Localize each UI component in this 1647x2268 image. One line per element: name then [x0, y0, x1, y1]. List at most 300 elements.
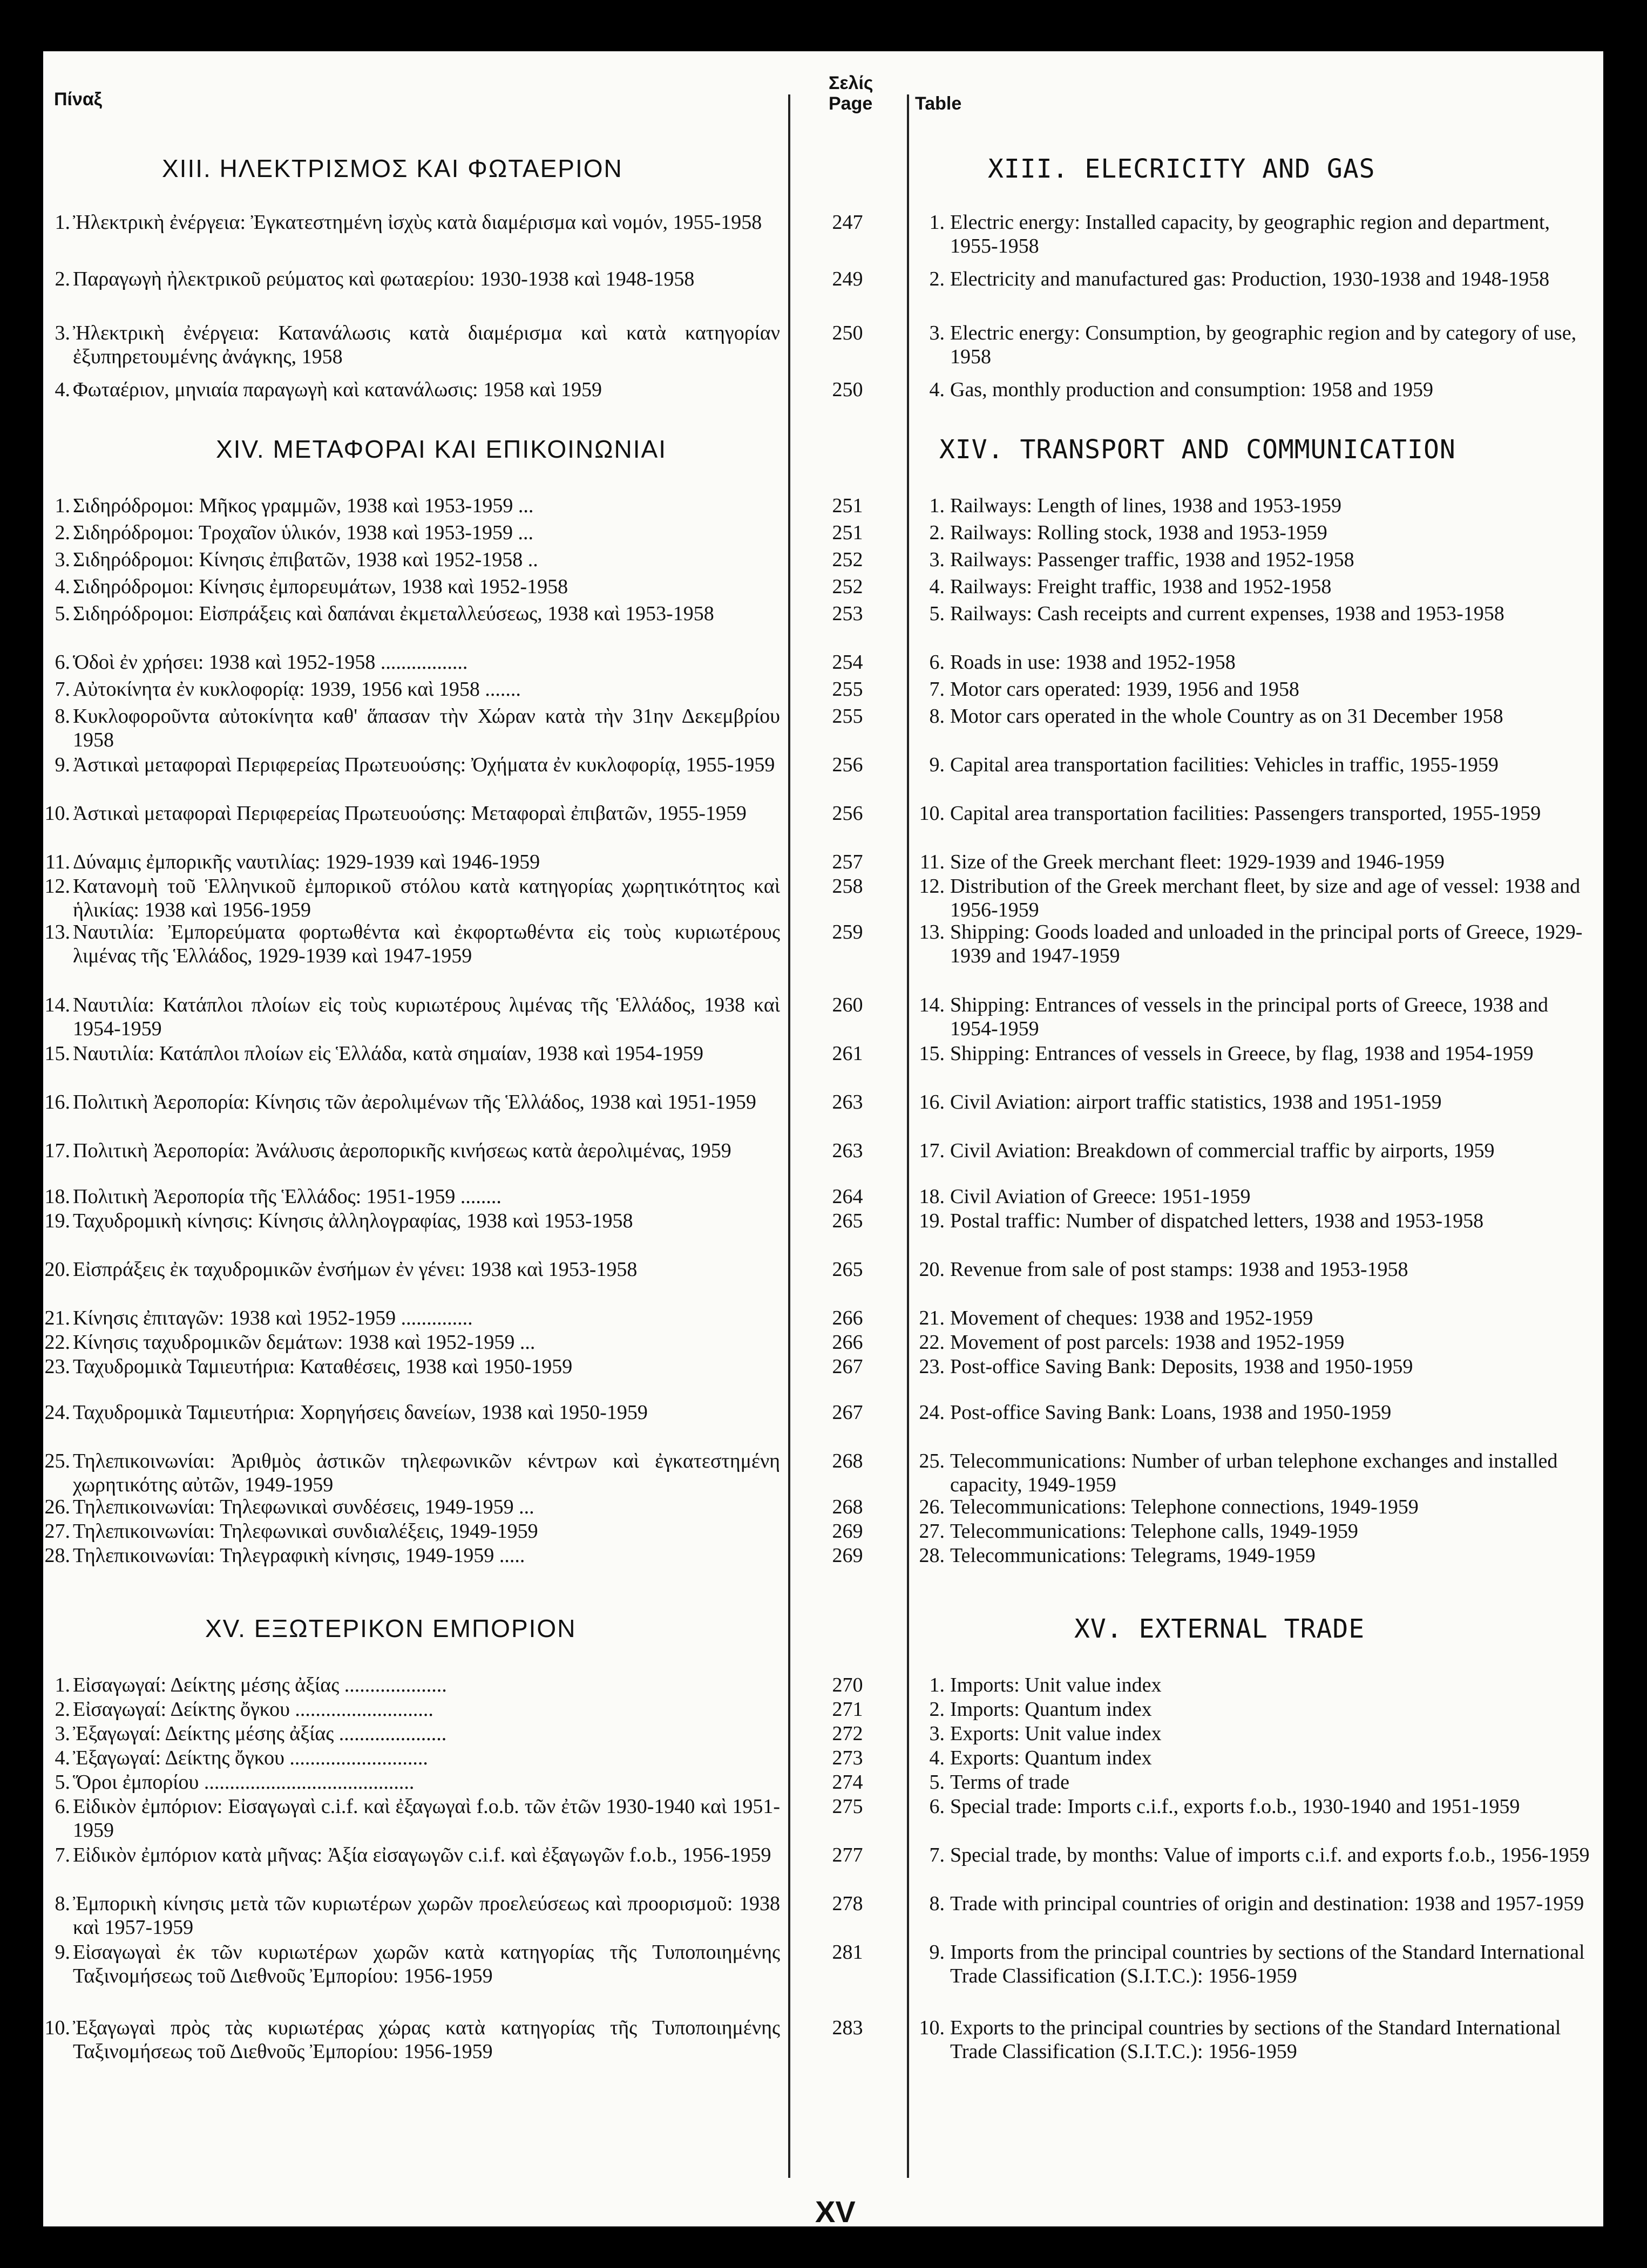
entry-number: 23. [44, 1355, 70, 1378]
entry-number: 20. [44, 1258, 70, 1281]
page-number[interactable]: 250 [832, 322, 863, 344]
entry-number: 10. [919, 802, 945, 825]
page-number[interactable]: 251 [832, 521, 863, 544]
entry-number: 3. [929, 1722, 945, 1745]
page-number[interactable]: 274 [832, 1771, 863, 1794]
toc-entry-english[interactable] [919, 1544, 1598, 1567]
entry-number: 2. [929, 521, 945, 544]
toc-entry-greek[interactable] [55, 378, 780, 402]
toc-entry-greek[interactable] [55, 321, 780, 369]
toc-entry-greek[interactable] [44, 802, 780, 825]
entry-number: 11. [45, 851, 70, 873]
entry-number: 5. [929, 1771, 945, 1794]
entry-number: 19. [44, 1210, 70, 1232]
entry-title: Terms of trade [950, 1771, 1070, 1794]
section-title-greek: XV. ΕΞΩΤΕΡΙΚΟΝ ΕΜΠΟΡΙΟΝ [205, 1614, 577, 1642]
entry-title: Κατανομὴ τοῦ Ἑλληνικοῦ ἐμπορικοῦ στόλου κατὰ κατηγορίας χωρητικότητος καὶ ἡλικίας: 1938 καὶ 1956-1959 [73, 875, 780, 921]
entry-title: Exports: Unit value index [950, 1722, 1162, 1745]
toc-entry-english[interactable] [929, 602, 1598, 626]
entry-number: 4. [929, 575, 945, 598]
toc-entry-greek[interactable] [44, 1306, 780, 1330]
entry-title: Ναυτιλία: Κατάπλοι πλοίων εἰς τοὺς κυριωτέρους λιμένας τῆς Ἑλλάδος, 1938 καὶ 1954-1959 [73, 994, 780, 1040]
entry-title: Electric energy: Consumption, by geographic region and by category of use, 1958 [950, 322, 1577, 368]
toc-entry-english[interactable] [929, 1892, 1598, 1916]
entry-number: 8. [55, 705, 70, 728]
entry-number: 28. [44, 1544, 70, 1567]
page-number[interactable]: 249 [832, 268, 863, 290]
page-number[interactable]: 275 [832, 1795, 863, 1818]
greek-column [43, 51, 788, 2226]
entry-number: 5. [929, 602, 945, 625]
entry-number: 12. [44, 875, 70, 898]
entry-title: Shipping: Goods loaded and unloaded in the principal ports of Greece, 1929-1939 and 1947-1959 [950, 921, 1583, 967]
toc-entry-english[interactable] [919, 993, 1598, 1041]
toc-entry-english[interactable] [929, 521, 1598, 545]
entry-number: 25. [919, 1450, 945, 1472]
toc-entry-greek[interactable] [55, 650, 780, 674]
entry-title: Τηλεπικοινωνίαι: Τηλεφωνικαὶ συνδέσεις, 1949-1959 ... [73, 1496, 534, 1518]
toc-entry-english[interactable] [929, 494, 1598, 518]
entry-number: 6. [929, 1795, 945, 1818]
entry-title: Civil Aviation: Breakdown of commercial traffic by airports, 1959 [950, 1139, 1495, 1162]
toc-entry-greek[interactable] [55, 210, 780, 234]
toc-entry-english[interactable] [919, 1495, 1598, 1519]
page-number[interactable]: 255 [832, 678, 863, 701]
entry-number: 2. [55, 1698, 70, 1721]
page-number[interactable]: 283 [832, 2016, 863, 2039]
page-number[interactable]: 247 [832, 211, 863, 234]
entry-number: 19. [919, 1210, 945, 1232]
entry-number: 25. [44, 1450, 70, 1472]
entry-title: Πολιτικὴ Ἀεροπορία τῆς Ἑλλάδος: 1951-1959 ........ [73, 1185, 501, 1208]
toc-entry-english[interactable] [929, 753, 1598, 777]
toc-entry-greek[interactable] [45, 850, 780, 874]
entry-number: 4. [929, 1747, 945, 1769]
entry-number: 6. [55, 1795, 70, 1818]
entry-title: Ὅροι ἐμπορίου ......................................... [73, 1771, 415, 1794]
toc-entry-greek[interactable] [55, 1673, 780, 1697]
toc-entry-english[interactable] [929, 1940, 1598, 1988]
entry-number: 8. [929, 1892, 945, 1915]
entry-title: Εἰσαγωγαὶ ἐκ τῶν κυριωτέρων χωρῶν κατὰ κατηγορίας τῆς Τυποποιημένης Ταξινομήσεως τοῦ Διεθνοῦς Ἐμπορίου: 1956-1959 [73, 1941, 780, 1987]
entry-title: Σιδηρόδρομοι: Κίνησις ἐπιβατῶν, 1938 καὶ 1952-1958 .. [73, 548, 538, 571]
entry-title: Κίνησις ταχυδρομικῶν δεμάτων: 1938 καὶ 1952-1959 ... [73, 1331, 536, 1354]
page-number[interactable]: 258 [832, 875, 863, 898]
toc-entry-greek[interactable] [44, 1449, 780, 1497]
page-number[interactable]: 267 [832, 1355, 863, 1378]
page-number[interactable]: 256 [832, 802, 863, 825]
page-number[interactable]: 273 [832, 1747, 863, 1769]
toc-entry-english[interactable] [929, 548, 1598, 572]
toc-entry-english[interactable] [929, 1770, 1598, 1794]
toc-entry-greek[interactable] [44, 1544, 780, 1567]
section-title-english: XIV. TRANSPORT AND COMMUNICATION [939, 434, 1456, 465]
entry-title: Trade with principal countries of origin and destination: 1938 and 1957-1959 [950, 1892, 1584, 1915]
toc-entry-greek[interactable] [55, 521, 780, 545]
entry-title: Τηλεπικοινωνίαι: Τηλεφωνικαὶ συνδιαλέξεις, 1949-1959 [73, 1520, 538, 1543]
entry-number: 21. [919, 1307, 945, 1329]
toc-entry-greek[interactable] [55, 1940, 780, 1988]
toc-entry-greek[interactable] [55, 575, 780, 599]
entry-title: Movement of post parcels: 1938 and 1952-1959 [950, 1331, 1345, 1354]
entry-title: Imports from the principal countries by sections of the Standard International Trade Classification (S.I.T.C.): 1956-1959 [950, 1941, 1585, 1987]
page-number[interactable]: 250 [832, 378, 863, 401]
entry-number: 7. [929, 1844, 945, 1866]
entry-number: 24. [44, 1401, 70, 1424]
toc-entry-english[interactable] [919, 1139, 1598, 1163]
toc-entry-greek[interactable] [44, 1330, 780, 1354]
toc-entry-greek[interactable] [44, 1185, 780, 1208]
page-number[interactable]: 263 [832, 1091, 863, 1113]
entry-title: Σιδηρόδρομοι: Κίνησις ἐμπορευμάτων, 1938 καὶ 1952-1958 [73, 575, 568, 598]
entry-number: 8. [55, 1892, 70, 1915]
entry-title: Ἠλεκτρικὴ ἐνέργεια: Κατανάλωσις κατὰ διαμέρισμα καὶ κατὰ κατηγορίαν ἐξυπηρετουμένης ἀνάγκης, 1958 [73, 322, 780, 368]
column-divider-left [788, 94, 790, 2178]
document-page [43, 51, 1603, 2229]
entry-title: Postal traffic: Number of dispatched letters, 1938 and 1953-1958 [950, 1210, 1484, 1232]
toc-entry-english[interactable] [929, 650, 1598, 674]
entry-title: Δύναμις ἐμπορικῆς ναυτιλίας: 1929-1939 καὶ 1946-1959 [73, 851, 540, 873]
entry-number: 14. [44, 994, 70, 1016]
entry-title: Revenue from sale of post stamps: 1938 and 1953-1958 [950, 1258, 1408, 1281]
entry-number: 2. [929, 268, 945, 290]
toc-entry-greek[interactable] [44, 2016, 780, 2063]
entry-number: 2. [55, 521, 70, 544]
entry-number: 6. [929, 651, 945, 674]
toc-entry-greek[interactable] [55, 267, 780, 291]
page-number[interactable]: 265 [832, 1210, 863, 1232]
toc-entry-greek[interactable] [55, 548, 780, 572]
entry-title: Ἐξαγωγαί: Δείκτης μέσης ἀξίας ..................... [73, 1722, 447, 1745]
entry-title: Movement of cheques: 1938 and 1952-1959 [950, 1307, 1313, 1329]
entry-title: Ναυτιλία: Κατάπλοι πλοίων εἰς Ἑλλάδα, κατὰ σημαίαν, 1938 καὶ 1954-1959 [73, 1042, 703, 1065]
entry-number: 9. [929, 753, 945, 776]
entry-number: 1. [929, 494, 945, 517]
footer-page-number: XV [815, 2195, 856, 2229]
entry-title: Κίνησις ἐπιταγῶν: 1938 καὶ 1952-1959 .............. [73, 1307, 473, 1329]
entry-number: 3. [55, 1722, 70, 1745]
entry-number: 8. [929, 705, 945, 728]
page-number[interactable]: 272 [832, 1722, 863, 1745]
toc-entry-english[interactable] [919, 920, 1598, 968]
english-column [907, 51, 1603, 2226]
entry-number: 14. [919, 994, 945, 1016]
toc-entry-english[interactable] [929, 1746, 1598, 1770]
toc-entry-greek[interactable] [55, 704, 780, 752]
toc-entry-english[interactable] [919, 1306, 1598, 1330]
page-number[interactable]: 266 [832, 1307, 863, 1329]
toc-entry-english[interactable] [919, 1355, 1598, 1379]
entry-title: Φωταέριον, μηνιαία παραγωγὴ καὶ κατανάλωσις: 1958 καὶ 1959 [73, 378, 602, 401]
entry-number: 7. [55, 1844, 70, 1866]
page-number[interactable]: 267 [832, 1401, 863, 1424]
entry-title: Telecommunications: Telegrams, 1949-1959 [950, 1544, 1316, 1567]
entry-title: Παραγωγὴ ἠλεκτρικοῦ ρεύματος καὶ φωταερίου: 1930-1938 καὶ 1948-1958 [73, 268, 695, 290]
entry-number: 4. [929, 378, 945, 401]
entry-title: Civil Aviation: airport traffic statistics, 1938 and 1951-1959 [950, 1091, 1442, 1113]
entry-number: 23. [919, 1355, 945, 1378]
toc-entry-greek[interactable] [44, 1258, 780, 1281]
toc-entry-greek[interactable] [44, 1042, 780, 1065]
page-label-greek: Σελίς [829, 73, 873, 93]
toc-entry-english[interactable] [919, 2016, 1598, 2063]
page-number[interactable]: 278 [832, 1892, 863, 1915]
entry-number: 13. [919, 921, 945, 943]
entry-title: Εἰσαγωγαί: Δείκτης μέσης ἀξίας .................... [73, 1674, 447, 1696]
entry-title: Σιδηρόδρομοι: Μῆκος γραμμῶν, 1938 καὶ 1953-1959 ... [73, 494, 534, 517]
section-title-greek: XIII. ΗΛΕΚΤΡΙΣΜΟΣ ΚΑΙ ΦΩΤΑΕΡΙΟΝ [162, 154, 623, 182]
entry-title: Railways: Length of lines, 1938 and 1953-1959 [950, 494, 1342, 517]
entry-number: 4. [55, 1747, 70, 1769]
entry-title: Railways: Freight traffic, 1938 and 1952-1958 [950, 575, 1332, 598]
toc-entry-english[interactable] [919, 850, 1598, 874]
toc-entry-greek[interactable] [55, 753, 780, 777]
page-number[interactable]: 257 [832, 851, 863, 873]
entry-number: 17. [919, 1139, 945, 1162]
entry-title: Ναυτιλία: Ἐμπορεύματα φορτωθέντα καὶ ἐκφορτωθέντα εἰς τοὺς κυριωτέρους λιμένας τῆς Ἑλλάδος, 1929-1939 καὶ 1947-1959 [73, 921, 780, 967]
toc-entry-english[interactable] [919, 1090, 1598, 1114]
entry-title: Post-office Saving Bank: Loans, 1938 and 1950-1959 [950, 1401, 1392, 1424]
entry-title: Roads in use: 1938 and 1952-1958 [950, 651, 1236, 674]
entry-number: 20. [919, 1258, 945, 1281]
entry-title: Ταχυδρομικὴ κίνησις: Κίνησις ἀλληλογραφίας, 1938 καὶ 1953-1958 [73, 1210, 633, 1232]
entry-title: Civil Aviation of Greece: 1951-1959 [950, 1185, 1251, 1208]
entry-title: Distribution of the Greek merchant fleet, by size and age of vessel: 1938 and 1956-1959 [950, 875, 1581, 921]
entry-number: 26. [919, 1496, 945, 1518]
toc-entry-english[interactable] [929, 677, 1598, 701]
entry-number: 18. [44, 1185, 70, 1208]
entry-number: 5. [55, 1771, 70, 1794]
toc-entry-greek[interactable] [55, 494, 780, 518]
entry-number: 1. [55, 494, 70, 517]
entry-number: 9. [55, 1941, 70, 1964]
entry-number: 6. [55, 651, 70, 674]
entry-number: 15. [919, 1042, 945, 1065]
page-number[interactable]: 254 [832, 651, 863, 674]
entry-title: Imports: Unit value index [950, 1674, 1162, 1696]
entry-title: Railways: Cash receipts and current expenses, 1938 and 1953-1958 [950, 602, 1504, 625]
entry-number: 4. [55, 378, 70, 401]
entry-title: Σιδηρόδρομοι: Τροχαῖον ὑλικόν, 1938 καὶ 1953-1959 ... [73, 521, 534, 544]
entry-number: 5. [55, 602, 70, 625]
toc-entry-greek[interactable] [55, 1746, 780, 1770]
page-number[interactable]: 252 [832, 575, 863, 598]
toc-entry-english[interactable] [919, 1401, 1598, 1424]
page-number[interactable]: 259 [832, 921, 863, 943]
entry-title: Shipping: Entrances of vessels in Greece, by flag, 1938 and 1954-1959 [950, 1042, 1534, 1065]
toc-entry-greek[interactable] [55, 1722, 780, 1746]
page-number[interactable]: 270 [832, 1674, 863, 1696]
toc-entry-greek[interactable] [55, 602, 780, 626]
entry-title: Motor cars operated in the whole Country as on 31 December 1958 [950, 705, 1503, 728]
entry-title: Exports to the principal countries by sections of the Standard International Trade Classification (S.I.T.C.): 1956-1959 [950, 2016, 1561, 2063]
entry-number: 17. [44, 1139, 70, 1162]
entry-number: 10. [919, 2016, 945, 2039]
entry-number: 18. [919, 1185, 945, 1208]
entry-number: 21. [44, 1307, 70, 1329]
toc-entry-english[interactable] [929, 1795, 1598, 1818]
entry-title: Πολιτικὴ Ἀεροπορία: Ἀνάλυσις ἀεροπορικῆς κινήσεως κατὰ ἀερολιμένας, 1959 [73, 1139, 731, 1162]
page-number[interactable]: 256 [832, 753, 863, 776]
page-number[interactable]: 251 [832, 494, 863, 517]
entry-number: 2. [929, 1698, 945, 1721]
entry-title: Ἀστικαὶ μεταφοραὶ Περιφερείας Πρωτευούσης: Μεταφοραὶ ἐπιβατῶν, 1955-1959 [73, 802, 747, 825]
entry-number: 11. [919, 851, 945, 873]
entry-title: Εἰσπράξεις ἐκ ταχυδρομικῶν ἐνσήμων ἐν γένει: 1938 καὶ 1953-1958 [73, 1258, 638, 1281]
page-number[interactable]: 260 [832, 994, 863, 1016]
toc-entry-english[interactable] [929, 1697, 1598, 1721]
greek-table-label: Πίναξ [54, 89, 102, 110]
entry-title: Ταχυδρομικὰ Ταμιευτήρια: Χορηγήσεις δανείων, 1938 καὶ 1950-1959 [73, 1401, 648, 1424]
entry-title: Capital area transportation facilities: Passengers transported, 1955-1959 [950, 802, 1541, 825]
english-table-label: Table [915, 93, 962, 114]
entry-title: Electricity and manufactured gas: Production, 1930-1938 and 1948-1958 [950, 268, 1550, 290]
page-number[interactable]: 269 [832, 1520, 863, 1543]
entry-number: 28. [919, 1544, 945, 1567]
toc-entry-greek[interactable] [55, 1843, 780, 1867]
toc-entry-english[interactable] [929, 1673, 1598, 1697]
entry-number: 4. [55, 575, 70, 598]
entry-title: Telecommunications: Number of urban telephone exchanges and installed capacity, 1949-1959 [950, 1450, 1558, 1496]
toc-entry-greek[interactable] [55, 677, 780, 701]
page-number[interactable]: 268 [832, 1450, 863, 1472]
column-divider-right [907, 94, 909, 2178]
page-number[interactable]: 265 [832, 1258, 863, 1281]
entry-title: Shipping: Entrances of vessels in the principal ports of Greece, 1938 and 1954-1959 [950, 994, 1549, 1040]
entry-title: Πολιτικὴ Ἀεροπορία: Κίνησις τῶν ἀερολιμένων τῆς Ἑλλάδος, 1938 καὶ 1951-1959 [73, 1091, 756, 1113]
toc-entry-greek[interactable] [44, 1495, 780, 1519]
toc-entry-greek[interactable] [44, 993, 780, 1041]
section-title-english: XIII. ELECRICITY AND GAS [988, 154, 1375, 184]
section-title-greek: XIV. ΜΕΤΑΦΟΡΑΙ ΚΑΙ ΕΠΙΚΟΙΝΩΝΙΑΙ [216, 435, 667, 463]
toc-entry-english[interactable] [929, 704, 1598, 728]
entry-title: Σιδηρόδρομοι: Εἰσπράξεις καὶ δαπάναι ἐκμεταλλεύσεως, 1938 καὶ 1953-1958 [73, 602, 714, 625]
page-number[interactable]: 255 [832, 705, 863, 728]
entry-title: Ὁδοὶ ἐν χρήσει: 1938 καὶ 1952-1958 ................. [73, 651, 468, 674]
entry-title: Τηλεπικοινωνίαι: Ἀριθμὸς ἀστικῶν τηλεφωνικῶν κέντρων καὶ ἐγκατεστημένη χωρητικότης αὐτῶν, 1949-1959 [73, 1450, 780, 1496]
entry-number: 16. [919, 1091, 945, 1113]
toc-entry-greek[interactable] [44, 1355, 780, 1379]
toc-entry-greek[interactable] [44, 1209, 780, 1233]
entry-title: Αὐτοκίνητα ἐν κυκλοφορίᾳ: 1939, 1956 καὶ 1958 ....... [73, 678, 521, 701]
toc-entry-english[interactable] [919, 1042, 1598, 1065]
toc-entry-english[interactable] [919, 1449, 1598, 1497]
toc-entry-greek[interactable] [44, 874, 780, 922]
toc-entry-english[interactable] [919, 802, 1598, 825]
toc-entry-greek[interactable] [44, 1401, 780, 1424]
page-number[interactable]: 263 [832, 1139, 863, 1162]
page-number[interactable]: 252 [832, 548, 863, 571]
entry-number: 1. [55, 211, 70, 234]
toc-entry-greek[interactable] [44, 1519, 780, 1543]
entry-number: 16. [44, 1091, 70, 1113]
entry-number: 3. [55, 548, 70, 571]
entry-number: 10. [44, 802, 70, 825]
entry-number: 22. [919, 1331, 945, 1354]
page-number[interactable]: 277 [832, 1844, 863, 1866]
page-number[interactable]: 266 [832, 1331, 863, 1354]
toc-entry-english[interactable] [929, 321, 1598, 369]
toc-entry-english[interactable] [919, 1330, 1598, 1354]
entry-title: Telecommunications: Telephone connections, 1949-1959 [950, 1496, 1419, 1518]
entry-title: Εἰδικὸν ἐμπόριον κατὰ μῆνας: Ἀξία εἰσαγωγῶν c.i.f. καὶ ἐξαγωγῶν f.o.b., 1956-1959 [73, 1844, 771, 1866]
entry-number: 9. [929, 1941, 945, 1964]
entry-title: Exports: Quantum index [950, 1747, 1152, 1769]
toc-entry-english[interactable] [929, 575, 1598, 599]
page-number[interactable]: 261 [832, 1042, 863, 1065]
entry-title: Ἀστικαὶ μεταφοραὶ Περιφερείας Πρωτευούσης: Ὀχήματα ἐν κυκλοφορίᾳ, 1955-1959 [73, 753, 775, 776]
entry-number: 3. [55, 322, 70, 344]
toc-entry-english[interactable] [929, 267, 1598, 291]
entry-title: Telecommunications: Telephone calls, 1949-1959 [950, 1520, 1358, 1543]
toc-entry-english[interactable] [919, 874, 1598, 922]
toc-entry-greek[interactable] [44, 1139, 780, 1163]
entry-title: Ἐμπορικὴ κίνησις μετὰ τῶν κυριωτέρων χωρῶν προελεύσεως καὶ προορισμοῦ: 1938 καὶ 1957-1959 [73, 1892, 780, 1939]
entry-number: 13. [44, 921, 70, 943]
entry-title: Ἠλεκτρικὴ ἐνέργεια: Ἐγκατεστημένη ἰσχὺς κατὰ διαμέρισμα καὶ νομόν, 1955-1958 [73, 211, 762, 234]
toc-entry-greek[interactable] [55, 1697, 780, 1721]
toc-entry-english[interactable] [929, 1843, 1598, 1867]
page-number[interactable]: 268 [832, 1496, 863, 1518]
entry-number: 1. [929, 1674, 945, 1696]
toc-entry-english[interactable] [919, 1185, 1598, 1208]
entry-number: 26. [44, 1496, 70, 1518]
toc-entry-english[interactable] [929, 1722, 1598, 1746]
entry-title: Ἐξαγωγαὶ πρὸς τὰς κυριωτέρας χώρας κατὰ κατηγορίας τῆς Τυποποιημένης Ταξινομήσεως τοῦ Διεθνοῦς Ἐμπορίου: 1956-1959 [73, 2016, 780, 2063]
entry-number: 10. [44, 2016, 70, 2039]
toc-entry-english[interactable] [919, 1258, 1598, 1281]
entry-title: Size of the Greek merchant fleet: 1929-1939 and 1946-1959 [950, 851, 1445, 873]
entry-title: Τηλεπικοινωνίαι: Τηλεγραφικὴ κίνησις, 1949-1959 ..... [73, 1544, 525, 1567]
entry-number: 1. [929, 211, 945, 234]
entry-title: Capital area transportation facilities: Vehicles in traffic, 1955-1959 [950, 753, 1499, 776]
toc-entry-greek[interactable] [44, 920, 780, 968]
entry-number: 9. [55, 753, 70, 776]
entry-number: 7. [55, 678, 70, 701]
page-number-column [788, 51, 907, 2226]
toc-entry-english[interactable] [919, 1519, 1598, 1543]
entry-number: 1. [55, 1674, 70, 1696]
entry-number: 3. [929, 322, 945, 344]
page-number[interactable]: 281 [832, 1941, 863, 1964]
toc-entry-greek[interactable] [55, 1795, 780, 1842]
entry-title: Railways: Passenger traffic, 1938 and 1952-1958 [950, 548, 1354, 571]
page-number[interactable]: 269 [832, 1544, 863, 1567]
entry-title: Electric energy: Installed capacity, by geographic region and department, 1955-1958 [950, 211, 1550, 257]
page-number[interactable]: 253 [832, 602, 863, 625]
entry-number: 7. [929, 678, 945, 701]
page-number[interactable]: 271 [832, 1698, 863, 1721]
entry-title: Κυκλοφοροῦντα αὐτοκίνητα καθ' ἅπασαν τὴν Χώραν κατὰ τὴν 31ην Δεκεμβρίου 1958 [73, 705, 780, 751]
page-number[interactable]: 264 [832, 1185, 863, 1208]
entry-title: Motor cars operated: 1939, 1956 and 1958 [950, 678, 1299, 701]
toc-entry-greek[interactable] [44, 1090, 780, 1114]
entry-title: Εἰσαγωγαί: Δείκτης ὄγκου ........................... [73, 1698, 433, 1721]
entry-number: 22. [44, 1331, 70, 1354]
toc-entry-english[interactable] [919, 1209, 1598, 1233]
entry-number: 15. [44, 1042, 70, 1065]
toc-entry-greek[interactable] [55, 1770, 780, 1794]
section-title-english: XV. EXTERNAL TRADE [1074, 1614, 1365, 1644]
toc-entry-greek[interactable] [55, 1892, 780, 1939]
entry-number: 12. [919, 875, 945, 898]
entry-title: Ἐξαγωγαί: Δείκτης ὄγκου ........................... [73, 1747, 428, 1769]
entry-number: 27. [919, 1520, 945, 1543]
entry-number: 2. [55, 268, 70, 290]
toc-entry-english[interactable] [929, 210, 1598, 258]
toc-entry-english[interactable] [929, 378, 1598, 402]
entry-title: Special trade: Imports c.i.f., exports f.o.b., 1930-1940 and 1951-1959 [950, 1795, 1520, 1818]
